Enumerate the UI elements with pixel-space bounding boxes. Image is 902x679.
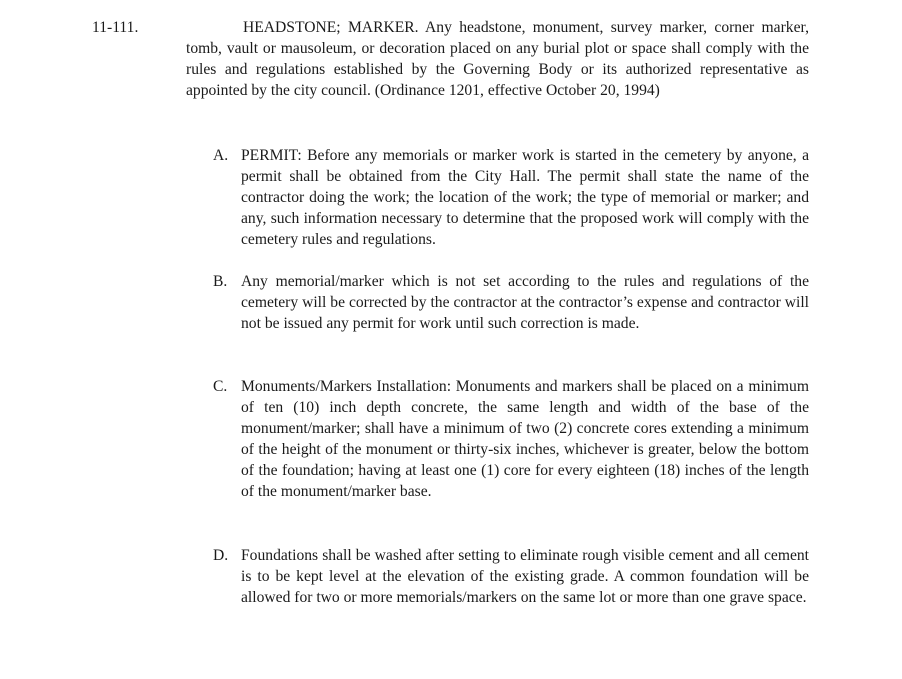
list-item-text: Foundations shall be washed after setting to eliminate rough visible cement and all cement is to be kept level at the elevation of the existing grade. A common foundation will be allowed for two or more memorials/markers on the same lot or more than one grave space.	[241, 547, 809, 606]
list-item-letter: B.	[213, 273, 228, 290]
list-item-letter: A.	[213, 147, 229, 164]
list-item-text: Monuments/Markers Installation: Monuments and markers shall be placed on a minimum of ten (10) inch depth concrete, the same length and width of the base of the monument/marker; shall have a minimum of two (2) concrete cores extending a minimum of the height of the monument or thirty-six inches, whichever is greater, below the bottom of the foundation; having at least one (1) core for every eighteen (18) inches of the length of the monument/marker base.	[241, 378, 809, 500]
list-item-text: Any memorial/marker which is not set according to the rules and regulations of the cemetery will be corrected by the contractor at the contractor’s expense and contractor will not be issued any permit for work until such correction is made.	[241, 273, 809, 332]
list-item-letter: C.	[213, 378, 228, 395]
list-item-letter: D.	[213, 547, 229, 564]
list-item-text: PERMIT: Before any memorials or marker work is started in the cemetery by anyone, a permit shall be obtained from the City Hall. The permit shall state the name of the contractor doing the work; the location of the work; the type of memorial or marker; and any, such information necessary to determine that the proposed work will comply with the cemetery rules and regulations.	[241, 147, 809, 248]
section-heading-paragraph: HEADSTONE; MARKER. Any headstone, monument, survey marker, corner marker, tomb, vault or mausoleum, or decoration placed on any burial plot or space shall comply with the rules and regulations established by the Governing Body or its authorized representative as appointed by the city council. (Ordinance 1201, effective October 20, 1994)	[186, 19, 809, 99]
section-number: 11-111.	[92, 19, 139, 36]
